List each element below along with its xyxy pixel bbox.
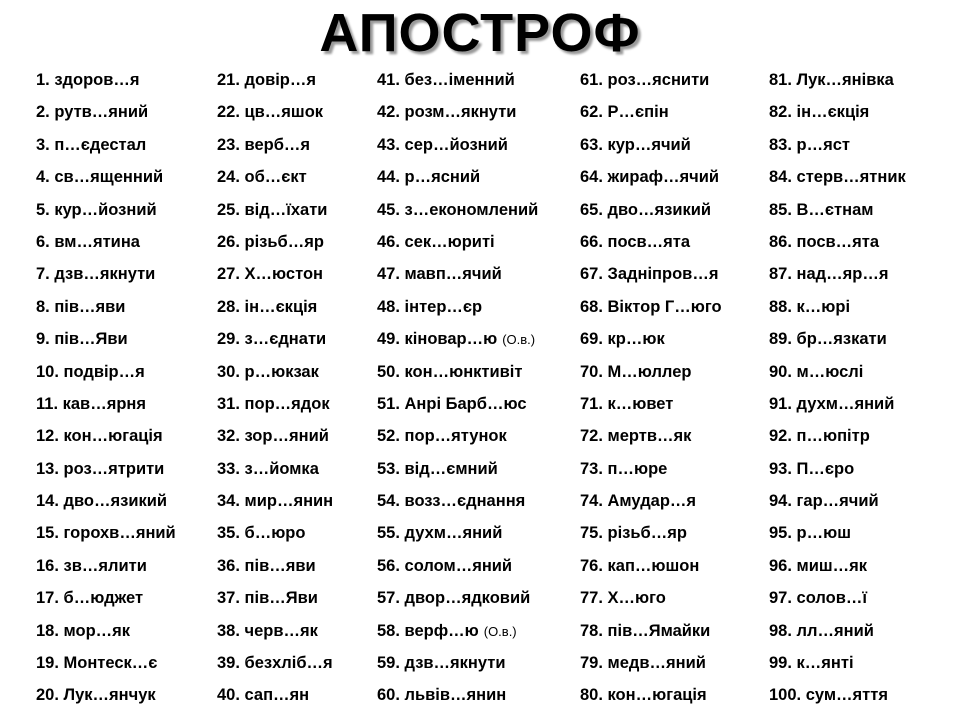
word-item [580,291,722,323]
word-item [580,550,722,582]
word-text: 74. Амудар…я [580,492,697,511]
word-text: 59. дзв…якнути [377,654,506,673]
word-text: 6. вм…ятина [36,232,140,251]
word-item [217,258,333,290]
word-item [217,129,333,161]
word-item [580,517,722,549]
word-item [580,258,722,290]
word-item [217,582,333,614]
word-item [377,388,538,420]
word-text: 64. жираф…ячий [580,168,720,187]
word-item [580,356,722,388]
word-item [580,64,722,96]
word-text: 33. з…йомка [217,459,319,478]
word-item [377,615,538,647]
word-text: 62. Р…єпін [580,103,669,122]
word-item [217,550,333,582]
word-item [580,388,722,420]
word-note: (О.в.) [502,332,536,348]
word-text: 71. к…ювет [580,394,674,413]
word-item [217,291,333,323]
word-text: 39. безхліб…я [217,654,333,673]
word-item [217,679,333,711]
word-text: 43. сер…йозний [377,135,508,154]
word-text: 9. пів…Яви [36,330,128,349]
word-item [36,453,176,485]
word-item [36,291,176,323]
word-text: 76. кап…юшон [580,556,700,575]
word-item [36,517,176,549]
word-item [769,582,906,614]
word-item [377,485,538,517]
word-text: 86. посв…ята [769,232,880,251]
word-text: 27. Х…юстон [217,265,323,284]
word-item [769,388,906,420]
word-item [377,291,538,323]
word-item [580,226,722,258]
word-item [217,64,333,96]
word-item [36,582,176,614]
word-item [580,679,722,711]
word-text: 99. к…янті [769,654,854,673]
word-text: 94. гар…ячий [769,492,879,511]
word-column-5 [769,64,906,720]
word-item [36,388,176,420]
word-text: 53. від…ємний [377,459,498,478]
word-text: 73. п…юре [580,459,668,478]
word-text: 10. подвір…я [36,362,145,381]
word-item [769,420,906,452]
page-title: АПОСТРОФ [319,3,641,63]
word-item [580,420,722,452]
word-item [769,226,906,258]
word-text: 23. верб…я [217,135,311,154]
word-text: 93. П…єро [769,459,855,478]
word-text: 38. черв…як [217,621,318,640]
word-item [377,129,538,161]
word-item [377,582,538,614]
word-text: 34. мир…янин [217,492,334,511]
word-text: 3. п…єдестал [36,135,147,154]
word-column-1 [36,64,176,720]
word-text: 67. Задніпров…я [580,265,719,284]
word-item [217,647,333,679]
word-text: 20. Лук…янчук [36,686,156,705]
word-item [36,194,176,226]
word-text: 31. пор…ядок [217,394,330,413]
word-item [580,582,722,614]
word-item [217,485,333,517]
word-item [377,453,538,485]
word-text: 18. мор…як [36,621,131,640]
word-item [769,64,906,96]
word-text: 63. кур…ячий [580,135,691,154]
word-note: (О.в.) [483,623,517,639]
word-text: 14. дво…язикий [36,492,168,511]
word-text: 29. з…єднати [217,330,327,349]
word-item [769,129,906,161]
word-item [769,96,906,128]
word-text: 77. Х…юго [580,589,666,608]
word-text: 69. кр…юк [580,330,665,349]
word-text: 13. роз…ятрити [36,459,165,478]
word-text: 12. кон…югація [36,427,163,446]
word-item [36,161,176,193]
word-column-2 [217,64,333,720]
word-item [217,388,333,420]
word-item [580,323,722,355]
word-item [769,323,906,355]
word-item [217,453,333,485]
word-text: 80. кон…югація [580,686,707,705]
word-text: 44. р…ясний [377,168,481,187]
word-text: 46. сек…юриті [377,232,495,251]
word-item [36,64,176,96]
word-text: 66. посв…ята [580,232,691,251]
word-text: 90. м…юслі [769,362,864,381]
word-text: 68. Віктор Г…юго [580,297,722,316]
word-text: 82. ін…єкція [769,103,870,122]
word-item [217,96,333,128]
word-item [377,356,538,388]
word-item [769,679,906,711]
word-item [769,647,906,679]
word-item [769,291,906,323]
word-item [36,420,176,452]
word-item [36,258,176,290]
word-item [36,647,176,679]
word-item [217,356,333,388]
word-item [769,517,906,549]
word-text: 5. кур…йозний [36,200,157,219]
word-item [217,226,333,258]
word-item [36,96,176,128]
word-text: 52. пор…ятунок [377,427,507,446]
word-text: 19. Монтеск…є [36,654,158,673]
word-text: 7. дзв…якнути [36,265,156,284]
word-item [377,647,538,679]
word-item [36,323,176,355]
word-text: 17. б…юджет [36,589,144,608]
word-item [377,64,538,96]
word-text: 55. духм…яний [377,524,503,543]
word-text: 49. кіновар…ю [377,330,498,349]
word-text: 58. верф…ю [377,621,479,640]
word-item [36,679,176,711]
word-grid [0,64,960,720]
word-item [377,258,538,290]
word-item [769,194,906,226]
word-text: 72. мертв…як [580,427,692,446]
word-item [580,615,722,647]
word-item [217,194,333,226]
word-item [580,647,722,679]
word-text: 48. інтер…єр [377,297,483,316]
word-item [36,129,176,161]
word-text: 2. рутв…яний [36,103,149,122]
word-text: 97. солов…ї [769,589,867,608]
word-item [580,453,722,485]
word-text: 8. пів…яви [36,297,126,316]
word-item [580,194,722,226]
word-item [217,517,333,549]
word-item [36,356,176,388]
word-item [580,485,722,517]
word-item [580,161,722,193]
word-item [377,420,538,452]
word-text: 61. роз…яснити [580,71,710,89]
word-item [769,356,906,388]
word-text: 92. п…юпітр [769,427,870,446]
word-text: 21. довір…я [217,71,317,89]
word-column-3 [377,64,538,720]
word-item [377,161,538,193]
word-column-4 [580,64,722,720]
word-text: 26. різьб…яр [217,232,324,251]
word-text: 45. з…економлений [377,200,539,219]
word-item [769,550,906,582]
word-text: 57. двор…ядковий [377,589,531,608]
word-text: 100. сум…яття [769,686,888,705]
word-text: 89. бр…язкати [769,330,887,349]
word-text: 65. дво…язикий [580,200,712,219]
word-text: 41. без…іменний [377,71,515,89]
word-item [580,96,722,128]
word-text: 24. об…єкт [217,168,307,187]
word-text: 30. р…юкзак [217,362,319,381]
word-item [769,258,906,290]
word-text: 40. сап…ян [217,686,310,705]
word-item [36,226,176,258]
word-item [217,420,333,452]
word-text: 36. пів…яви [217,556,316,575]
word-item [217,323,333,355]
word-text: 87. над…яр…я [769,265,889,284]
word-text: 25. від…їхати [217,200,328,219]
word-item [377,226,538,258]
word-text: 83. р…яст [769,135,850,154]
word-text: 47. мавп…ячий [377,265,502,284]
word-text: 56. солом…яний [377,556,513,575]
word-item [36,485,176,517]
word-text: 32. зор…яний [217,427,329,446]
word-text: 28. ін…єкція [217,297,318,316]
word-text: 60. львів…янин [377,686,507,705]
word-text: 22. цв…яшок [217,103,324,122]
word-text: 4. св…ященний [36,168,164,187]
word-item [769,453,906,485]
word-text: 70. М…юллер [580,362,692,381]
word-item [377,323,538,355]
word-text: 51. Анрі Барб…юс [377,394,527,413]
word-item [36,550,176,582]
word-item [769,615,906,647]
word-text: 50. кон…юнктивіт [377,362,523,381]
word-item [377,550,538,582]
word-item [217,615,333,647]
word-text: 42. розм…якнути [377,103,517,122]
word-text: 79. медв…яний [580,654,706,673]
word-text: 11. кав…ярня [36,394,146,413]
word-item [769,161,906,193]
word-text: 15. горохв…яний [36,524,176,543]
word-text: 35. б…юро [217,524,306,543]
word-text: 1. здоров…я [36,71,140,89]
word-text: 75. різьб…яр [580,524,687,543]
word-text: 98. лл…яний [769,621,874,640]
word-text: 91. духм…яний [769,394,895,413]
word-text: 78. пів…Ямайки [580,621,711,640]
word-text: 96. миш…як [769,556,868,575]
word-item [36,615,176,647]
word-text: 88. к…юрі [769,297,851,316]
word-text: 85. В…єтнам [769,200,874,219]
word-text: 37. пів…Яви [217,589,318,608]
word-item [377,96,538,128]
word-item [769,485,906,517]
word-text: 84. стерв…ятник [769,168,906,187]
word-item [377,194,538,226]
word-item [217,161,333,193]
word-item [377,679,538,711]
word-item [377,517,538,549]
word-text: 81. Лук…янівка [769,71,894,89]
word-text: 54. возз…єднання [377,492,526,511]
word-text: 16. зв…ялити [36,556,147,575]
word-item [580,129,722,161]
word-text: 95. р…юш [769,524,851,543]
